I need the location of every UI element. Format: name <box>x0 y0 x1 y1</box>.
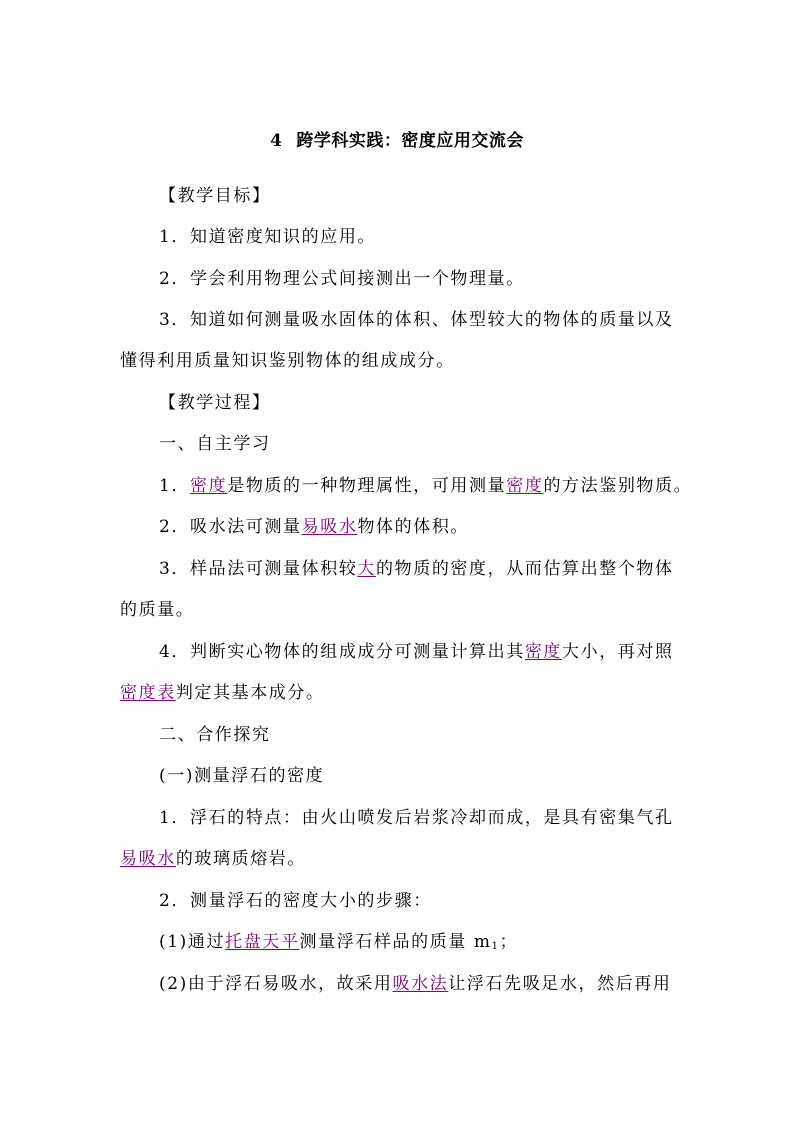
self-study-item-1: 1．密度是物质的一种物理属性，可用测量密度的方法鉴别物质。 <box>159 476 693 496</box>
answer-blank: 托盘天平 <box>225 932 300 952</box>
goals-heading: 【教学目标】 <box>159 186 271 206</box>
lesson-number: 4 <box>270 131 283 151</box>
process-heading: 【教学过程】 <box>159 393 271 413</box>
answer-blank: 大 <box>357 559 377 579</box>
self-study-item-3: 3．样品法可测量体积较大的物质的密度，从而估算出整个物体 <box>159 559 674 579</box>
self-study-item-4-line-2: 密度表判定其基本成分。 <box>120 683 325 703</box>
subscript: 1 <box>491 941 500 952</box>
answer-blank: 密度表 <box>120 683 176 703</box>
goal-3-line-1: 3．知道如何测量吸水固体的体积、体型较大的物体的质量以及 <box>159 310 674 330</box>
pumice-step-1: (1)通过托盘天平测量浮石样品的质量 $m_1$； <box>159 932 519 952</box>
self-study-heading: 一、自主学习 <box>159 434 271 454</box>
answer-blank: 易吸水 <box>120 849 176 869</box>
pumice-step-2: (2)由于浮石易吸水，故采用吸水法让浮石先吸足水，然后再用 <box>159 974 672 994</box>
lesson-title-text: 跨学科实践：密度应用交流会 <box>296 131 524 151</box>
answer-blank: 密度 <box>506 476 544 496</box>
self-study-item-3-line-2: 的质量。 <box>120 600 195 620</box>
answer-blank: 吸水法 <box>392 974 449 994</box>
lesson-title <box>0 126 794 151</box>
self-study-item-2: 2．吸水法可测量易吸水物体的体积。 <box>159 517 470 537</box>
goal-2: 2．学会利用物理公式间接测出一个物理量。 <box>159 269 525 289</box>
pumice-item-1-line-2: 易吸水的玻璃质熔岩。 <box>120 849 307 869</box>
goal-1: 1．知道密度知识的应用。 <box>159 227 377 247</box>
subsection-heading-pumice: (一)测量浮石的密度 <box>159 766 325 786</box>
answer-blank: 密度 <box>524 642 563 662</box>
pumice-item-2: 2．测量浮石的密度大小的步骤： <box>159 891 432 911</box>
self-study-item-4: 4．判断实心物体的组成成分可测量计算出其密度大小，再对照 <box>159 642 674 662</box>
goal-3-line-2: 懂得利用质量知识鉴别物体的组成成分。 <box>120 351 455 371</box>
answer-blank: 密度 <box>190 476 228 496</box>
pumice-item-1: 1．浮石的特点：由火山喷发后岩浆冷却而成，是具有密集气孔 <box>159 808 674 828</box>
answer-blank: 易吸水 <box>301 517 358 537</box>
cooperation-heading: 二、合作探究 <box>159 725 271 745</box>
